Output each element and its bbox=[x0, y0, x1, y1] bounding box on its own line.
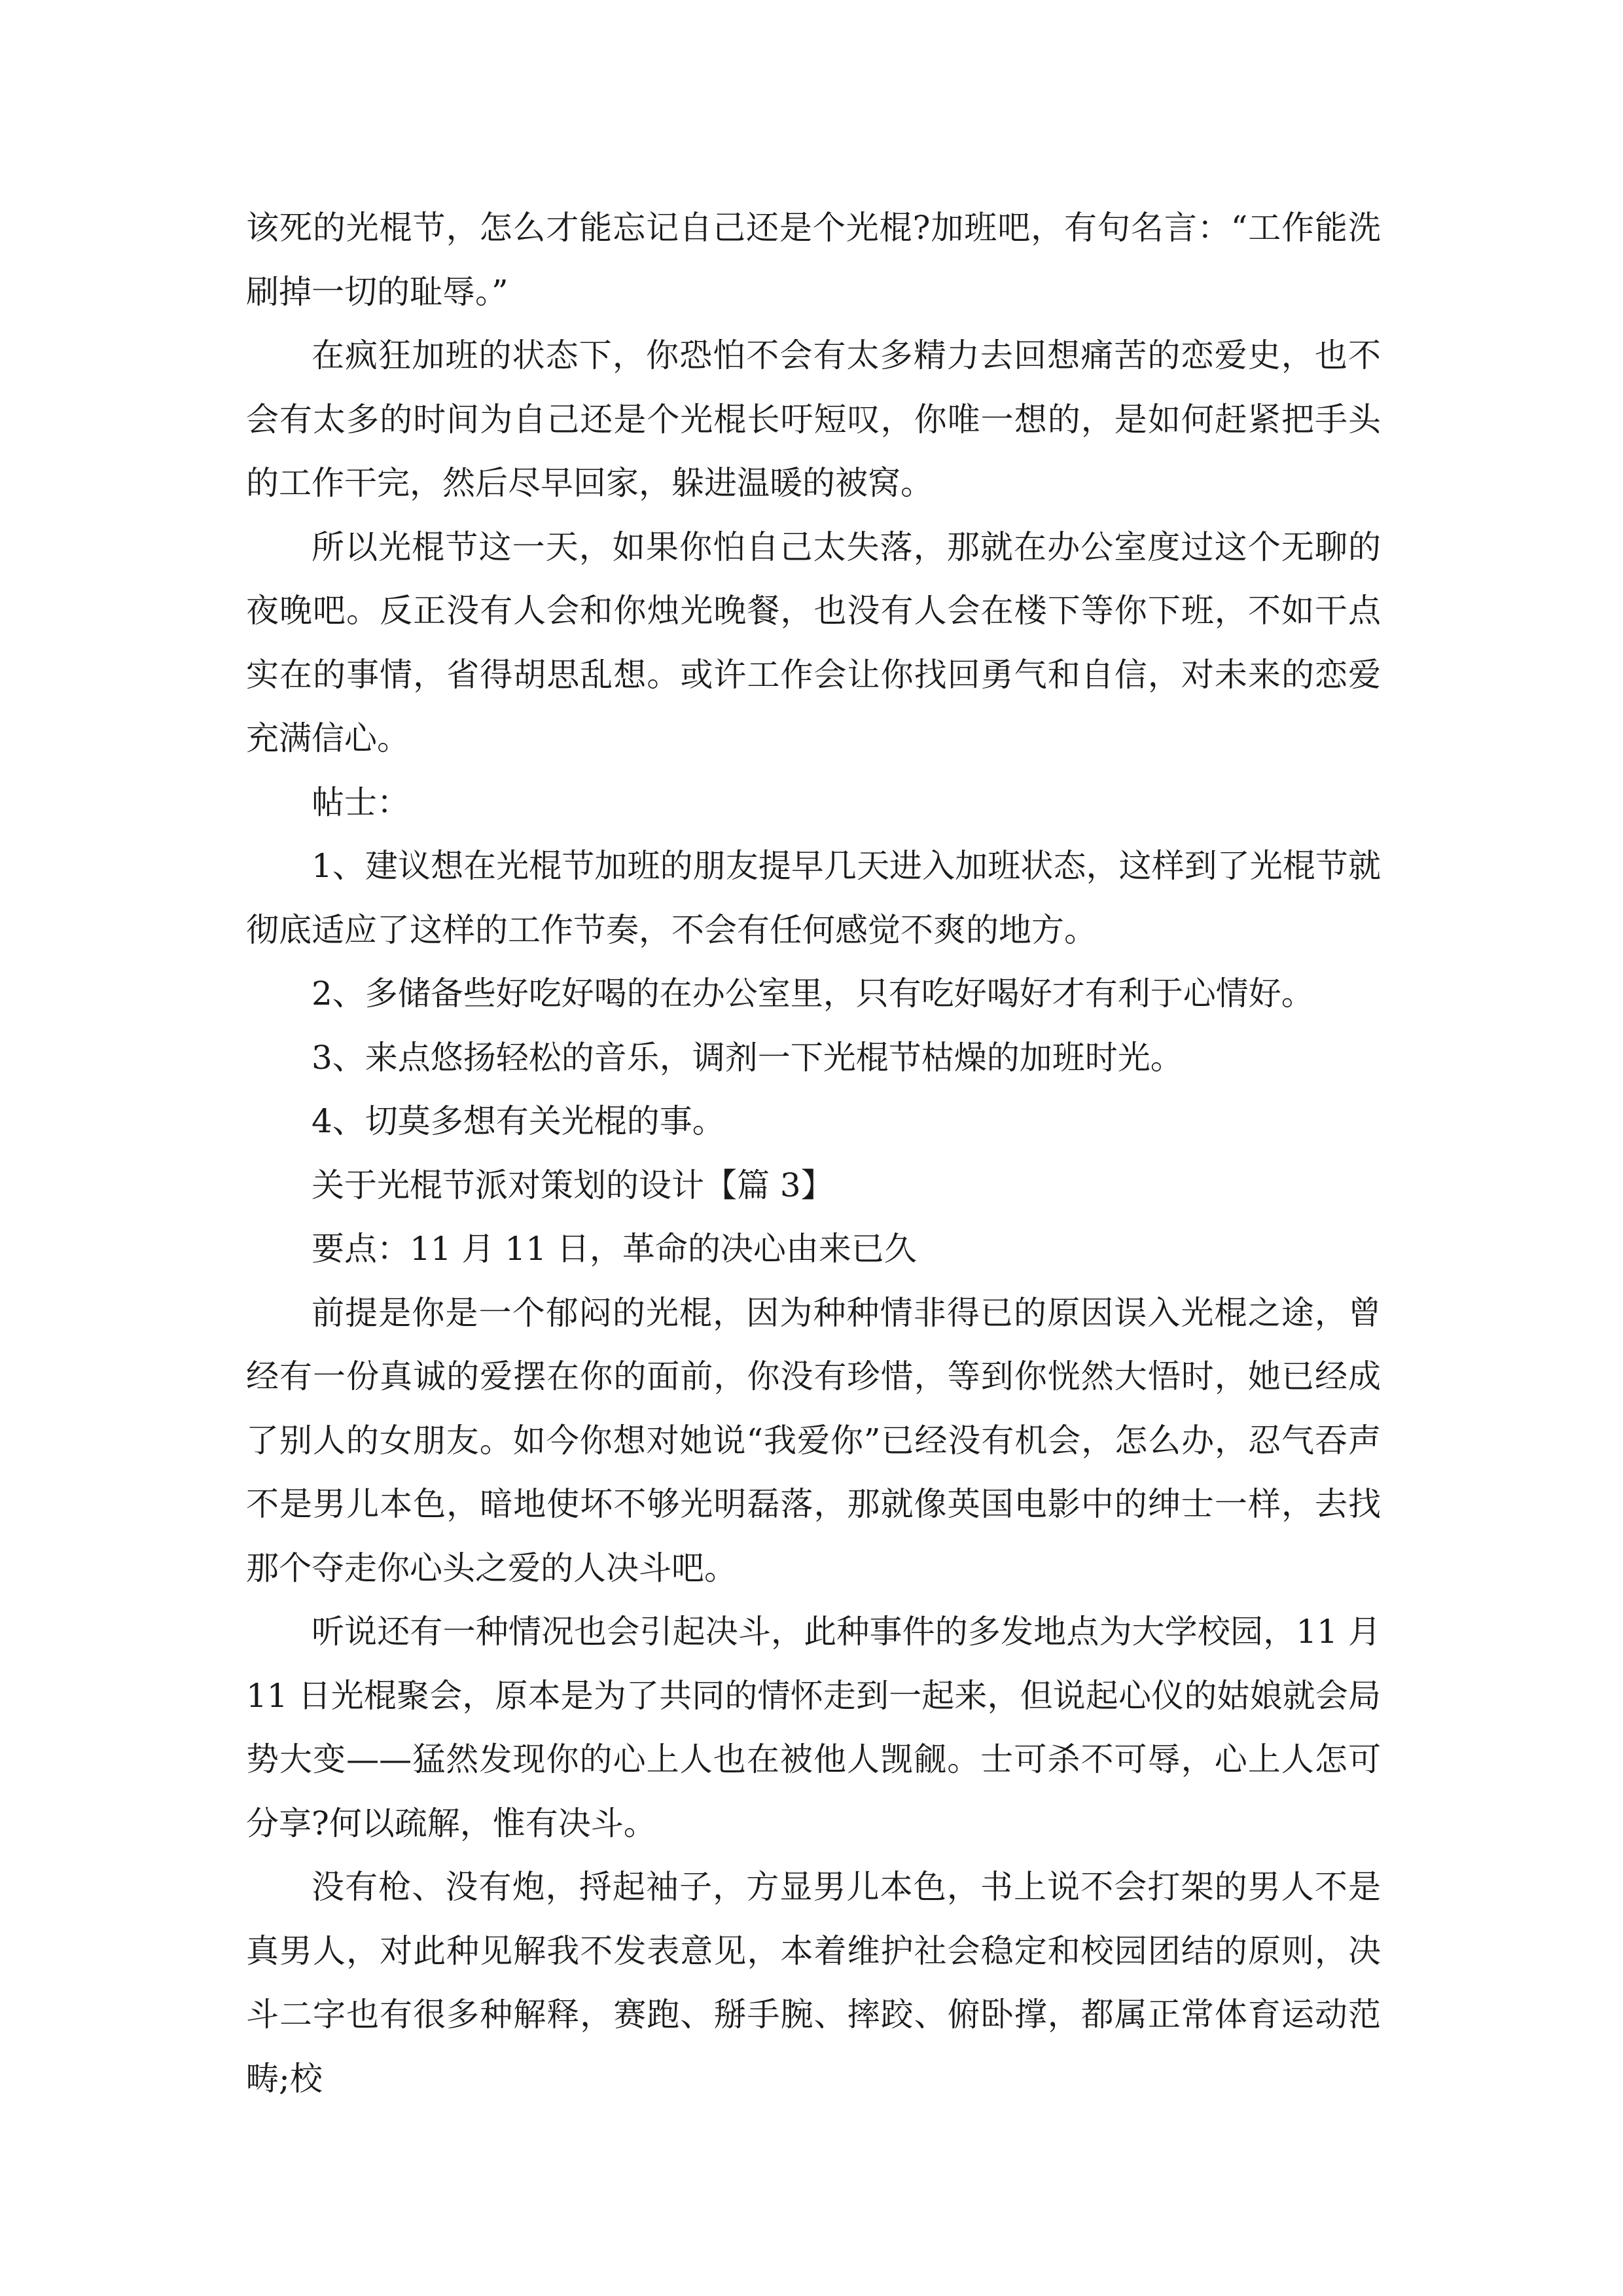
paragraph-office-night: 所以光棍节这一天，如果你怕自己太失落，那就在办公室度过这个无聊的夜晚吧。反正没有人会和你烛光晚餐，也没有人会在楼下等你下班，不如干点实在的事情，省得胡思乱想。或许工作会让你找回勇气和自信，对未来的恋爱充满信心。 bbox=[246, 528, 1381, 757]
tip-item-1: 1、建议想在光棍节加班的朋友提早几天进入加班状态，这样到了光棍节就彻底适应了这样的工作节奏，不会有任何感觉不爽的地方。 bbox=[246, 847, 1381, 949]
section-keypoint: 要点：11 月 11 日，革命的决心由来已久 bbox=[312, 1230, 917, 1268]
paragraph-campus-duel: 听说还有一种情况也会引起决斗，此种事件的多发地点为大学校园，11 月 11 日光棍聚会，原本是为了共同的情怀走到一起来，但说起心仪的姑娘就会局势大变——猛然发现你的心上人也在被他人觊觎。士可杀不可辱，心上人怎可分享?何以疏解，惟有决斗。 bbox=[246, 1613, 1381, 1842]
paragraph-continuation: 该死的光棍节，怎么才能忘记自己还是个光棍?加班吧，有句名言：“工作能洗刷掉一切的耻辱。” bbox=[246, 209, 1381, 311]
tips-heading: 帖士： bbox=[312, 783, 410, 821]
tip-item-4: 4、切莫多想有关光棍的事。 bbox=[312, 1102, 725, 1140]
paragraph-no-weapons: 没有枪、没有炮，捋起袖子，方显男儿本色，书上说不会打架的男人不是真男人，对此种见解我不发表意见，本着维护社会稳定和校园团结的原则，决斗二字也有很多种解释，赛跑、掰手腕、摔跤、俯卧撑，都属正常体育运动范畴;校 bbox=[246, 1868, 1381, 2098]
paragraph-premise: 前提是你是一个郁闷的光棍，因为种种情非得已的原因误入光棍之途，曾经有一份真诚的爱摆在你的面前，你没有珍惜，等到你恍然大悟时，她已经成了别人的女朋友。如今你想对她说“我爱你”已经没有机会，怎么办，忍气吞声不是男儿本色，暗地使坏不够光明磊落，那就像英国电影中的绅士一样，去找那个夺走你心头之爱的人决斗吧。 bbox=[246, 1293, 1381, 1587]
section-title: 关于光棍节派对策划的设计【篇 3】 bbox=[312, 1166, 834, 1204]
paragraph-overtime-state: 在疯狂加班的状态下，你恐怕不会有太多精力去回想痛苦的恋爱史，也不会有太多的时间为自己还是个光棍长吁短叹，你唯一想的，是如何赶紧把手头的工作干完，然后尽早回家，躲进温暖的被窝。 bbox=[246, 336, 1381, 502]
tip-item-3: 3、来点悠扬轻松的音乐，调剂一下光棍节枯燥的加班时光。 bbox=[312, 1038, 1183, 1077]
tip-item-2: 2、多储备些好吃好喝的在办公室里，只有吃好喝好才有利于心情好。 bbox=[312, 975, 1314, 1013]
document-body bbox=[246, 196, 1381, 2111]
